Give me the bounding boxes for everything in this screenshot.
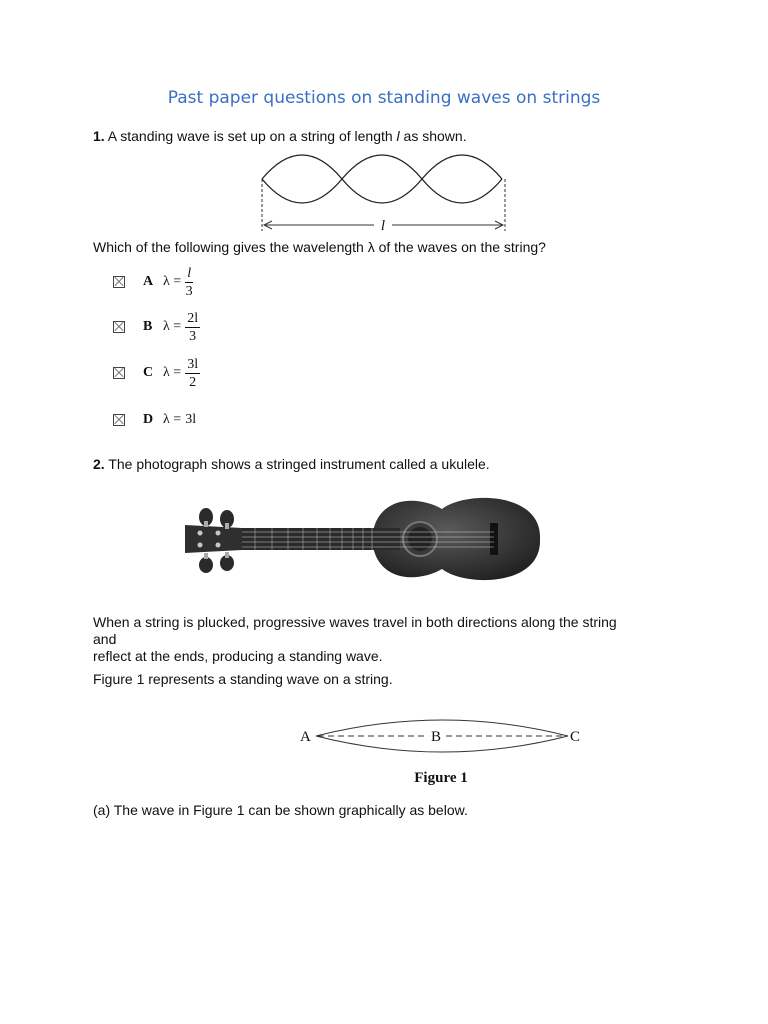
option-c-denominator: 2 <box>189 374 197 390</box>
sound-hole-inner <box>408 527 432 551</box>
option-c-numerator: 3l <box>187 356 199 372</box>
q1-var: l <box>396 128 400 144</box>
option-b-numerator: 2l <box>187 310 199 326</box>
figure-lower-curve <box>316 736 568 752</box>
option-d-letter: D <box>143 412 154 427</box>
q2-text <box>93 456 490 473</box>
ukulele-photo <box>180 495 545 585</box>
page-title: Past paper questions on standing waves on strings <box>167 88 601 108</box>
option-a-denominator: 3 <box>185 283 193 299</box>
q2-part-a: (a) The wave in Figure 1 can be shown graphically as below. <box>93 802 468 818</box>
q2-para1-line3: reflect at the ends, producing a standing wave. <box>93 648 383 664</box>
option-a-letter: A <box>143 274 154 289</box>
q1-number: 1. <box>93 128 105 144</box>
length-label: l <box>380 218 386 234</box>
checkbox-b[interactable] <box>113 321 125 333</box>
q2-para1-line1: When a string is plucked, progressive waves travel in both directions along the string <box>93 614 617 630</box>
figure-upper-curve <box>316 720 568 736</box>
point-a-label: A <box>300 729 311 745</box>
checkbox-d[interactable] <box>113 414 125 426</box>
wave-upper <box>262 155 502 179</box>
figure-1 <box>296 708 596 792</box>
option-a-lhs: λ = <box>163 274 182 289</box>
q2-text-body: The photograph shows a stringed instrument called a ukulele. <box>104 456 490 472</box>
figure-caption: Figure 1 <box>414 770 468 786</box>
q1-prompt: Which of the following gives the wavelength λ of the waves on the string? <box>93 239 546 255</box>
point-b-label: B <box>430 729 442 745</box>
option-d-expr: 3l <box>185 412 197 427</box>
option-c-lhs: λ = <box>163 365 182 380</box>
q2-paragraph-2: Figure 1 represents a standing wave on a string. <box>93 671 393 687</box>
option-c-letter: C <box>143 365 154 380</box>
checkbox-a[interactable] <box>113 276 125 288</box>
option-b[interactable] <box>113 307 200 347</box>
option-c[interactable] <box>113 353 200 393</box>
q2-paragraph-1 <box>93 614 693 665</box>
option-a-numerator: l <box>187 265 192 281</box>
option-b-letter: B <box>143 319 153 334</box>
option-a[interactable] <box>113 262 193 302</box>
standing-wave-diagram <box>250 145 520 237</box>
q2-para1-line2: and <box>93 631 117 647</box>
wave-lower <box>262 179 502 203</box>
q2-number: 2. <box>93 456 105 472</box>
option-b-denominator: 3 <box>189 328 197 344</box>
q1-text <box>93 128 467 145</box>
option-b-lhs: λ = <box>163 319 182 334</box>
bridge <box>490 523 498 555</box>
point-c-label: C <box>570 729 581 745</box>
option-d[interactable] <box>113 400 196 440</box>
option-d-lhs: λ = <box>163 412 182 427</box>
headstock <box>185 525 242 553</box>
q1-text-after: as shown. <box>399 128 467 144</box>
q1-text-before: A standing wave is set up on a string of length <box>104 128 397 144</box>
checkbox-c[interactable] <box>113 367 125 379</box>
